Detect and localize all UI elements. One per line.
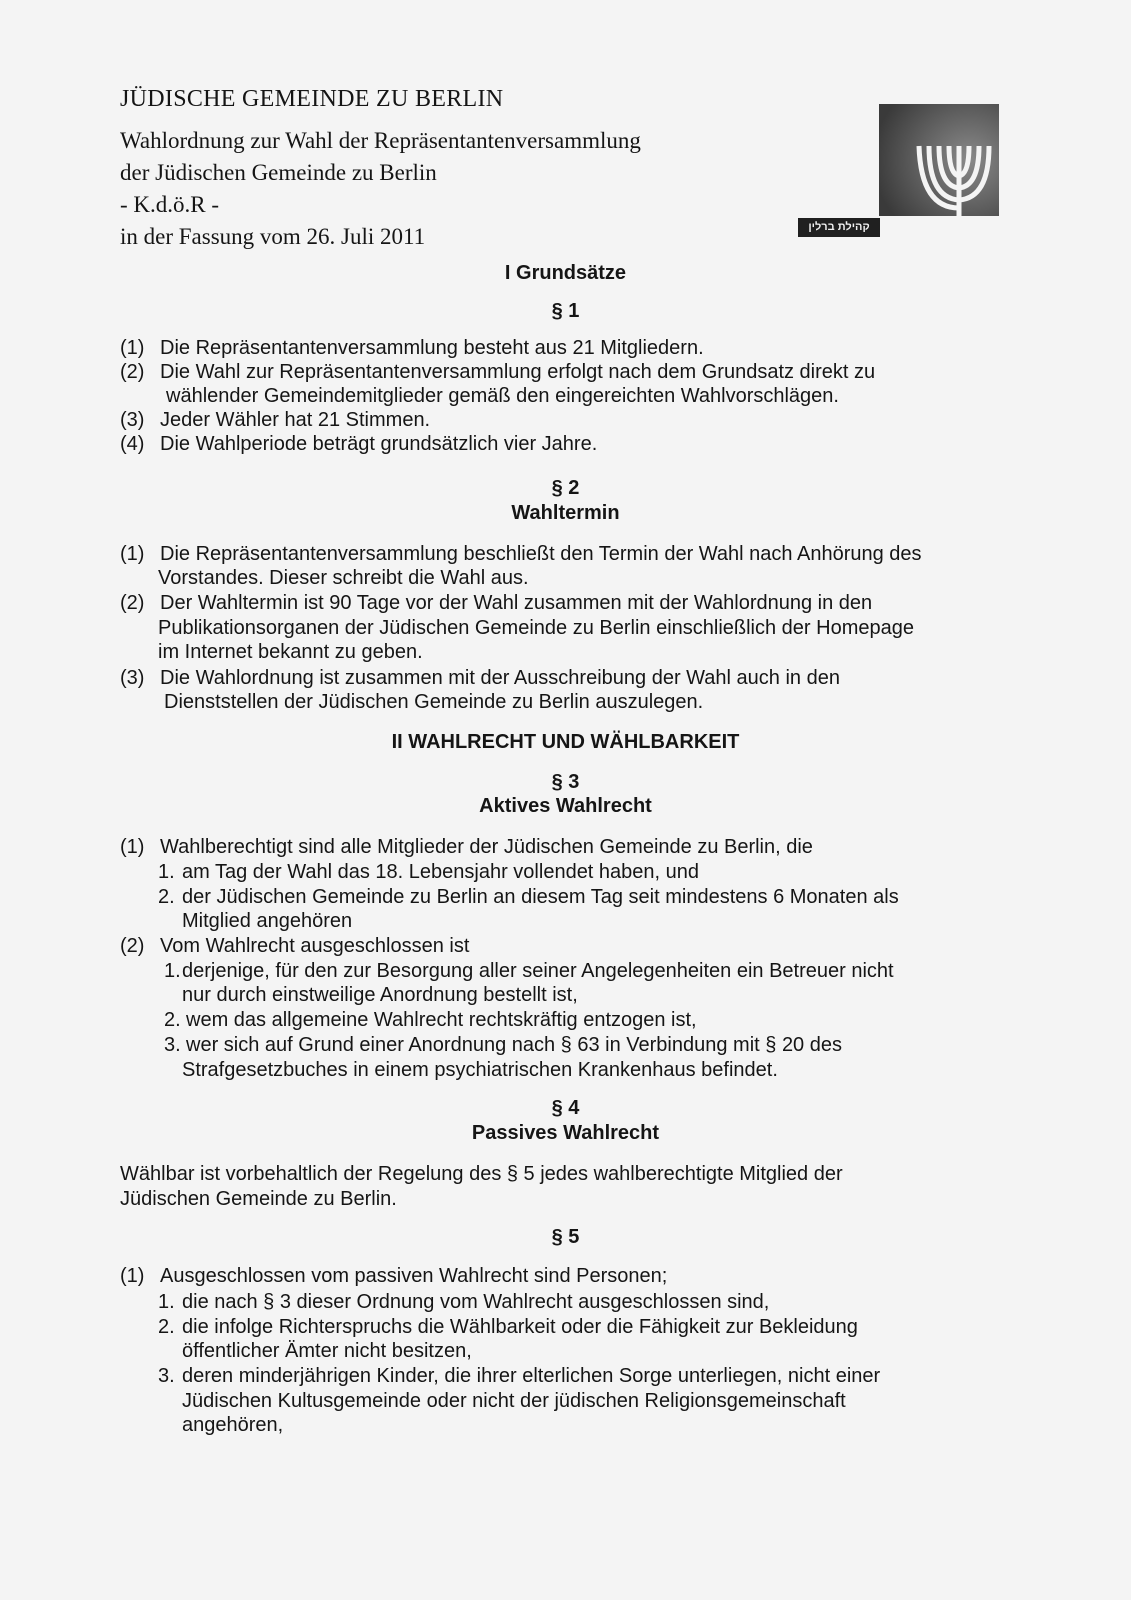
paragraph-text: Ausgeschlossen vom passiven Wahlrecht sind Personen; bbox=[160, 1265, 668, 1287]
item-number: (3) bbox=[120, 667, 145, 689]
paragraph-text: Die Wahlordnung ist zusammen mit der Ausschreibung der Wahl auch in den bbox=[160, 667, 840, 689]
title-line-2: der Jüdischen Gemeinde zu Berlin bbox=[120, 160, 437, 185]
paragraph-sign-5: § 5 bbox=[551, 1226, 580, 1248]
item-number: (2) bbox=[120, 361, 145, 383]
title-line-3: - K.d.ö.R - bbox=[120, 192, 220, 217]
title-line-1: Wahlordnung zur Wahl der Repräsentantenversammlung bbox=[120, 128, 641, 153]
list-number: 1. bbox=[158, 1291, 175, 1313]
logo-caption: קהילת ברלין bbox=[798, 218, 880, 237]
section-heading-wahlrecht: II WAHLRECHT UND WÄHLBARKEIT bbox=[391, 731, 740, 753]
item-number: (1) bbox=[120, 1265, 145, 1287]
list-item: am Tag der Wahl das 18. Lebensjahr vollendet haben, und bbox=[182, 861, 700, 883]
paragraph-text: wählender Gemeindemitglieder gemäß den eingereichten Wahlvorschlägen. bbox=[166, 385, 839, 407]
list-item: der Jüdischen Gemeinde zu Berlin an diesem Tag seit mindestens 6 Monaten als bbox=[182, 886, 899, 908]
list-item: Mitglied angehören bbox=[182, 910, 353, 932]
list-item: die nach § 3 dieser Ordnung vom Wahlrecht ausgeschlossen sind, bbox=[182, 1291, 770, 1313]
list-number: 2. bbox=[158, 886, 175, 908]
paragraph-title-aktives-wahlrecht: Aktives Wahlrecht bbox=[479, 795, 652, 817]
menorah-logo bbox=[879, 104, 999, 216]
paragraph-sign-1: § 1 bbox=[551, 300, 580, 322]
list-item: deren minderjährigen Kinder, die ihrer elterlichen Sorge unterliegen, nicht einer bbox=[182, 1365, 881, 1387]
list-item: Strafgesetzbuches in einem psychiatrischen Krankenhaus befindet. bbox=[182, 1059, 778, 1081]
paragraph-sign-2: § 2 bbox=[551, 477, 580, 499]
list-item: nur durch einstweilige Anordnung bestellt ist, bbox=[182, 984, 578, 1006]
item-number: (2) bbox=[120, 935, 145, 957]
list-number: 3. bbox=[158, 1365, 175, 1387]
item-number: (1) bbox=[120, 337, 145, 359]
paragraph-text: Die Wahl zur Repräsentantenversammlung erfolgt nach dem Grundsatz direkt zu bbox=[160, 361, 876, 383]
item-number: (1) bbox=[120, 543, 145, 565]
list-item: öffentlicher Ämter nicht besitzen, bbox=[182, 1340, 472, 1362]
list-number: 2. bbox=[164, 1009, 181, 1031]
paragraph-sign-4: § 4 bbox=[551, 1097, 580, 1119]
paragraph-title-passives-wahlrecht: Passives Wahlrecht bbox=[471, 1122, 660, 1144]
paragraph-text: Die Repräsentantenversammlung besteht aus 21 Mitgliedern. bbox=[160, 337, 704, 359]
list-number: 1. bbox=[158, 861, 175, 883]
paragraph-text: im Internet bekannt zu geben. bbox=[158, 641, 423, 663]
list-number: 3. bbox=[164, 1034, 181, 1056]
paragraph-text: Jeder Wähler hat 21 Stimmen. bbox=[160, 409, 431, 431]
section-heading-grundsaetze: I Grundsätze bbox=[504, 262, 627, 284]
title-line-4: in der Fassung vom 26. Juli 2011 bbox=[120, 224, 426, 249]
list-item: wer sich auf Grund einer Anordnung nach § 63 in Verbindung mit § 20 des bbox=[186, 1034, 842, 1056]
paragraph-title-wahltermin: Wahltermin bbox=[511, 502, 620, 524]
paragraph-text: Vorstandes. Dieser schreibt die Wahl aus. bbox=[158, 567, 529, 589]
paragraph-text: Publikationsorganen der Jüdischen Gemeinde zu Berlin einschließlich der Homepage bbox=[158, 617, 914, 639]
list-item: die infolge Richterspruchs die Wählbarkeit oder die Fähigkeit zur Bekleidung bbox=[182, 1316, 858, 1338]
item-number: (4) bbox=[120, 433, 145, 455]
list-number: 1. bbox=[164, 960, 181, 982]
paragraph-text: Der Wahltermin ist 90 Tage vor der Wahl zusammen mit der Wahlordnung in den bbox=[160, 592, 873, 614]
list-item: wem das allgemeine Wahlrecht rechtskräftig entzogen ist, bbox=[186, 1009, 697, 1031]
list-number: 2. bbox=[158, 1316, 175, 1338]
paragraph-text: Vom Wahlrecht ausgeschlossen ist bbox=[160, 935, 470, 957]
paragraph-text: Dienststellen der Jüdischen Gemeinde zu Berlin auszulegen. bbox=[164, 691, 704, 713]
paragraph-text: Die Wahlperiode beträgt grundsätzlich vier Jahre. bbox=[160, 433, 598, 455]
list-item: angehören, bbox=[182, 1414, 284, 1436]
paragraph-text: Die Repräsentantenversammlung beschließt den Termin der Wahl nach Anhörung des bbox=[160, 543, 922, 565]
paragraph-text: Jüdischen Gemeinde zu Berlin. bbox=[120, 1188, 397, 1210]
list-item: derjenige, für den zur Besorgung aller seiner Angelegenheiten ein Betreuer nicht bbox=[182, 960, 894, 982]
menorah-icon bbox=[879, 104, 999, 216]
item-number: (1) bbox=[120, 836, 145, 858]
list-item: Jüdischen Kultusgemeinde oder nicht der jüdischen Religionsgemeinschaft bbox=[182, 1390, 846, 1412]
item-number: (2) bbox=[120, 592, 145, 614]
paragraph-sign-3: § 3 bbox=[551, 771, 580, 793]
organization-name: JÜDISCHE GEMEINDE ZU BERLIN bbox=[120, 86, 504, 112]
document-header bbox=[120, 86, 641, 253]
paragraph-text: Wählbar ist vorbehaltlich der Regelung des § 5 jedes wahlberechtigte Mitglied der bbox=[120, 1163, 843, 1185]
paragraph-text: Wahlberechtigt sind alle Mitglieder der Jüdischen Gemeinde zu Berlin, die bbox=[160, 836, 813, 858]
item-number: (3) bbox=[120, 409, 145, 431]
